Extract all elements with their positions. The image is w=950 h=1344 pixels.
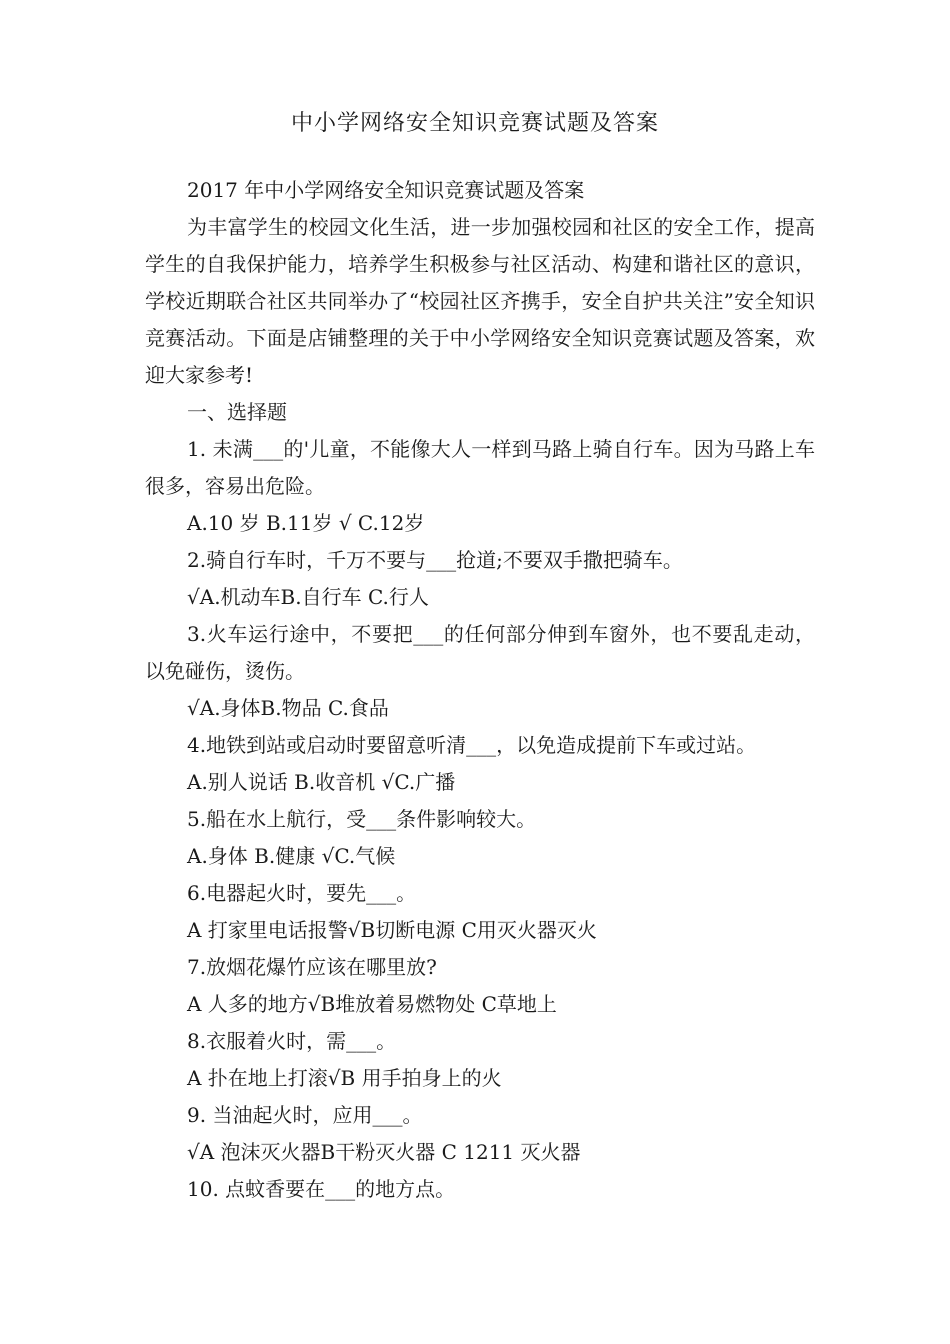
question-7: 7.放烟花爆竹应该在哪里放? xyxy=(187,955,437,979)
page-title: 中小学网络安全知识竞赛试题及答案 xyxy=(290,111,659,136)
answer-options-1: A.10 岁 B.11岁 √ C.12岁 xyxy=(187,511,425,535)
intro-paragraph: 为丰富学生的校园文化生活，进一步加强校园和社区的安全工作，提高学生的自我保护能力，培养学生积极参与社区活动、构建和谐社区的意识，学校近期联合社区共同举办了“校园社区齐携手，安全自护共关注”安全知识竞赛活动。下面是店铺整理的关于中小学网络安全知识竞赛试题及答案，欢迎大家参考! xyxy=(145,215,815,387)
answer-options-2: √A.机动车B.自行车 C.行人 xyxy=(187,585,429,609)
question-1: 1. 未满___的'儿童，不能像大人一样到马路上骑自行车。因为马路上车很多，容易出危险。 xyxy=(145,437,815,498)
answer-options-3: √A.身体B.物品 C.食品 xyxy=(187,696,389,720)
subtitle-paragraph: 2017 年中小学网络安全知识竞赛试题及答案 xyxy=(187,178,585,202)
question-8: 8.衣服着火时，需___。 xyxy=(187,1029,397,1053)
question-3: 3.火车运行途中，不要把___的任何部分伸到车窗外，也不要乱走动，以免碰伤，烫伤。 xyxy=(145,622,815,683)
answer-options-4: A.别人说话 B.收音机 √C.广播 xyxy=(187,770,456,794)
answer-options-6: A 打家里电话报警√B切断电源 C用灭火器灭火 xyxy=(187,918,597,942)
document-body xyxy=(145,172,815,1208)
answer-options-7: A 人多的地方√B堆放着易燃物处 C草地上 xyxy=(187,992,557,1016)
answer-options-9: √A 泡沫灭火器B干粉灭火器 C 1211 灭火器 xyxy=(187,1140,581,1164)
section-heading: 一、选择题 xyxy=(187,400,287,424)
question-4: 4.地铁到站或启动时要留意听清___，以免造成提前下车或过站。 xyxy=(187,733,757,757)
question-2: 2.骑自行车时，千万不要与___抢道;不要双手撒把骑车。 xyxy=(187,548,683,572)
question-5: 5.船在水上航行，受___条件影响较大。 xyxy=(187,807,537,831)
answer-options-5: A.身体 B.健康 √C.气候 xyxy=(187,844,396,868)
question-6: 6.电器起火时，要先___。 xyxy=(187,881,417,905)
answer-options-8: A 扑在地上打滚√B 用手拍身上的火 xyxy=(187,1066,502,1090)
question-9: 9. 当油起火时，应用___。 xyxy=(187,1103,423,1127)
question-10: 10. 点蚊香要在___的地方点。 xyxy=(187,1177,456,1201)
